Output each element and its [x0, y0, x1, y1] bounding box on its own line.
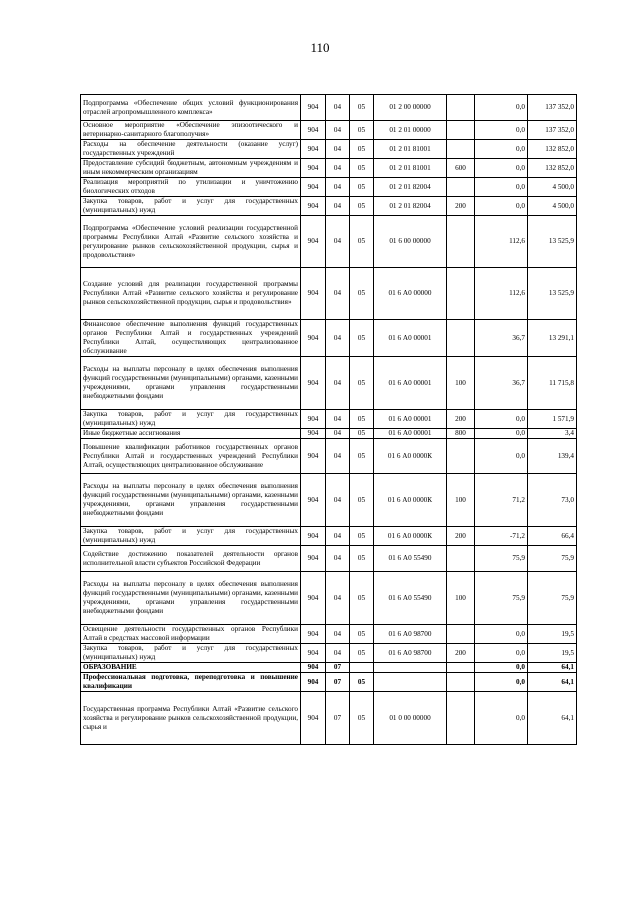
table-row [81, 140, 577, 159]
target-article-code: 01 6 А0 00001 [374, 429, 447, 439]
subsection-code: 05 [350, 527, 374, 546]
expense-type-code [447, 692, 475, 745]
row-description: Расходы на выплаты персоналу в целях обеспечения выполнения функций государственными (муниципальными) органами, казенными учреждениями, органами управления государственными внебюджетными фондами [81, 572, 301, 625]
section-code: 04 [326, 197, 350, 216]
subsection-code: 05 [350, 673, 374, 692]
expense-type-code [447, 140, 475, 159]
ministry-code: 904 [301, 121, 326, 140]
table-row [81, 320, 577, 357]
row-description: Подпрограмма «Обеспечение условий реализации государственной программы Республики Алтай «Развитие сельского хозяйства и регулирование рынков сельскохозяйственной продукции, сырья и продовольствия» [81, 216, 301, 268]
subsection-code: 05 [350, 357, 374, 410]
target-article-code: 01 6 А0 55490 [374, 572, 447, 625]
change-amount: -71,2 [475, 527, 528, 546]
row-description: Закупка товаров, работ и услуг для государственных (муниципальных) нужд [81, 527, 301, 546]
change-amount: 75,9 [475, 546, 528, 572]
section-code: 04 [326, 527, 350, 546]
expense-type-code [447, 546, 475, 572]
target-article-code: 01 2 00 00000 [374, 95, 447, 121]
expense-type-code: 100 [447, 572, 475, 625]
ministry-code: 904 [301, 159, 326, 178]
total-amount: 75,9 [528, 572, 577, 625]
subsection-code: 05 [350, 572, 374, 625]
row-description: Расходы на обеспечение деятельности (оказание услуг) государственных учреждений [81, 140, 301, 159]
table-row [81, 546, 577, 572]
target-article-code: 01 2 01 81001 [374, 140, 447, 159]
target-article-code: 01 2 01 82004 [374, 178, 447, 197]
table-row [81, 178, 577, 197]
total-amount: 3,4 [528, 429, 577, 439]
table-row [81, 121, 577, 140]
total-amount: 137 352,0 [528, 95, 577, 121]
page-number: 110 [310, 40, 330, 55]
expense-type-code [447, 178, 475, 197]
subsection-code: 05 [350, 625, 374, 644]
expense-type-code [447, 216, 475, 268]
section-code: 07 [326, 692, 350, 745]
expense-type-code [447, 95, 475, 121]
total-amount: 13 525,9 [528, 268, 577, 320]
ministry-code: 904 [301, 197, 326, 216]
expense-type-code: 200 [447, 644, 475, 663]
section-code: 04 [326, 140, 350, 159]
table-row [81, 625, 577, 644]
ministry-code: 904 [301, 663, 326, 673]
section-code: 04 [326, 268, 350, 320]
change-amount: 0,0 [475, 429, 528, 439]
total-amount: 132 852,0 [528, 159, 577, 178]
subsection-code: 05 [350, 197, 374, 216]
ministry-code: 904 [301, 474, 326, 527]
total-amount: 137 352,0 [528, 121, 577, 140]
table-row [81, 692, 577, 745]
total-amount: 64,1 [528, 663, 577, 673]
change-amount: 0,0 [475, 692, 528, 745]
row-description: Расходы на выплаты персоналу в целях обеспечения выполнения функций государственными (муниципальными) органами, казенными учреждениями, органами управления государственными внебюджетными фондами [81, 474, 301, 527]
subsection-code: 05 [350, 95, 374, 121]
row-description: Профессиональная подготовка, переподготовка и повышение квалификации [81, 673, 301, 692]
expense-type-code [447, 268, 475, 320]
table-row [81, 474, 577, 527]
row-description: Создание условий для реализации государственной программы Республики Алтай «Развитие сельского хозяйства и регулирование рынков сельскохозяйственной продукции, сырья и продовольствия» [81, 268, 301, 320]
row-description: Подпрограмма «Обеспечение общих условий функционирования отраслей агропромышленного комплекса» [81, 95, 301, 121]
row-description: Реализация мероприятий по утилизации и уничтожению биологических отходов [81, 178, 301, 197]
change-amount: 0,0 [475, 644, 528, 663]
table-row [81, 429, 577, 439]
expense-type-code: 200 [447, 410, 475, 429]
total-amount: 73,0 [528, 474, 577, 527]
target-article-code: 01 6 А0 00001 [374, 357, 447, 410]
subsection-code [350, 663, 374, 673]
subsection-code: 05 [350, 474, 374, 527]
section-code: 04 [326, 439, 350, 474]
target-article-code [374, 663, 447, 673]
section-code: 04 [326, 474, 350, 527]
total-amount: 11 715,8 [528, 357, 577, 410]
total-amount: 132 852,0 [528, 140, 577, 159]
table-row [81, 673, 577, 692]
ministry-code: 904 [301, 644, 326, 663]
subsection-code: 05 [350, 216, 374, 268]
section-code: 07 [326, 673, 350, 692]
row-description: Государственная программа Республики Алтай «Развитие сельского хозяйства и регулирование рынков сельскохозяйственной продукции, сырья и [81, 692, 301, 745]
expense-type-code: 100 [447, 474, 475, 527]
change-amount: 112,6 [475, 216, 528, 268]
change-amount: 112,6 [475, 268, 528, 320]
table-row [81, 527, 577, 546]
row-description: Иные бюджетные ассигнования [81, 429, 301, 439]
row-description: Закупка товаров, работ и услуг для государственных (муниципальных) нужд [81, 197, 301, 216]
table-row [81, 572, 577, 625]
subsection-code: 05 [350, 439, 374, 474]
subsection-code: 05 [350, 410, 374, 429]
section-code: 04 [326, 121, 350, 140]
target-article-code: 01 6 А0 00001 [374, 320, 447, 357]
target-article-code: 01 6 А0 00000 [374, 268, 447, 320]
change-amount: 0,0 [475, 625, 528, 644]
target-article-code: 01 0 00 00000 [374, 692, 447, 745]
ministry-code: 904 [301, 673, 326, 692]
section-code: 04 [326, 159, 350, 178]
target-article-code: 01 6 А0 98700 [374, 644, 447, 663]
target-article-code: 01 2 01 00000 [374, 121, 447, 140]
target-article-code: 01 6 А0 0000К [374, 439, 447, 474]
total-amount: 19,5 [528, 625, 577, 644]
change-amount: 36,7 [475, 357, 528, 410]
ministry-code: 904 [301, 572, 326, 625]
total-amount: 64,1 [528, 692, 577, 745]
expense-type-code [447, 673, 475, 692]
row-description: Закупка товаров, работ и услуг для государственных (муниципальных) нужд [81, 644, 301, 663]
table-row [81, 197, 577, 216]
change-amount: 36,7 [475, 320, 528, 357]
total-amount: 75,9 [528, 546, 577, 572]
ministry-code: 904 [301, 268, 326, 320]
row-description: Расходы на выплаты персоналу в целях обеспечения выполнения функций государственными (муниципальными) органами, казенными учреждениями, органами управления государственными внебюджетными фондами [81, 357, 301, 410]
total-amount: 139,4 [528, 439, 577, 474]
target-article-code [374, 673, 447, 692]
subsection-code: 05 [350, 429, 374, 439]
table-row [81, 644, 577, 663]
total-amount: 64,1 [528, 673, 577, 692]
subsection-code: 05 [350, 178, 374, 197]
subsection-code: 05 [350, 268, 374, 320]
section-code: 04 [326, 410, 350, 429]
row-description: Содействие достижению показателей деятельности органов исполнительной власти субъектов Российской Федерации [81, 546, 301, 572]
budget-table [80, 94, 577, 745]
subsection-code: 05 [350, 692, 374, 745]
total-amount: 19,5 [528, 644, 577, 663]
section-code: 04 [326, 625, 350, 644]
ministry-code: 904 [301, 320, 326, 357]
total-amount: 4 500,0 [528, 178, 577, 197]
change-amount: 0,0 [475, 197, 528, 216]
table-row [81, 663, 577, 673]
table-row [81, 95, 577, 121]
change-amount: 0,0 [475, 439, 528, 474]
row-description: Закупка товаров, работ и услуг для государственных (муниципальных) нужд [81, 410, 301, 429]
table-row [81, 410, 577, 429]
table-row [81, 216, 577, 268]
expense-type-code: 600 [447, 159, 475, 178]
row-description: Освещение деятельности государственных органов Республики Алтай в средствах массовой информации [81, 625, 301, 644]
ministry-code: 904 [301, 429, 326, 439]
expense-type-code [447, 625, 475, 644]
change-amount: 71,2 [475, 474, 528, 527]
target-article-code: 01 6 А0 00001 [374, 410, 447, 429]
section-code: 04 [326, 178, 350, 197]
expense-type-code [447, 663, 475, 673]
section-code: 04 [326, 357, 350, 410]
expense-type-code [447, 320, 475, 357]
ministry-code: 904 [301, 140, 326, 159]
table-row [81, 439, 577, 474]
change-amount: 0,0 [475, 673, 528, 692]
section-code: 04 [326, 546, 350, 572]
section-code: 04 [326, 95, 350, 121]
section-code: 04 [326, 644, 350, 663]
expense-type-code: 200 [447, 197, 475, 216]
subsection-code: 05 [350, 140, 374, 159]
ministry-code: 904 [301, 527, 326, 546]
expense-type-code [447, 439, 475, 474]
total-amount: 66,4 [528, 527, 577, 546]
target-article-code: 01 6 А0 55490 [374, 546, 447, 572]
target-article-code: 01 2 01 81001 [374, 159, 447, 178]
section-code: 04 [326, 572, 350, 625]
expense-type-code: 100 [447, 357, 475, 410]
subsection-code: 05 [350, 320, 374, 357]
change-amount: 0,0 [475, 159, 528, 178]
table-row [81, 357, 577, 410]
row-description: Финансовое обеспечение выполнения функций государственных органов Республики Алтай и государственных учреждений Республики Алтай, осуществляющих централизованное обслуживание [81, 320, 301, 357]
change-amount: 0,0 [475, 178, 528, 197]
target-article-code: 01 6 00 00000 [374, 216, 447, 268]
ministry-code: 904 [301, 439, 326, 474]
row-description: Повышение квалификации работников государственных органов Республики Алтай и государственных учреждений Республики Алтай, осуществляющих централизованное обслуживание [81, 439, 301, 474]
section-code: 04 [326, 320, 350, 357]
ministry-code: 904 [301, 178, 326, 197]
total-amount: 13 291,1 [528, 320, 577, 357]
change-amount: 0,0 [475, 410, 528, 429]
ministry-code: 904 [301, 692, 326, 745]
subsection-code: 05 [350, 644, 374, 663]
total-amount: 1 571,9 [528, 410, 577, 429]
change-amount: 0,0 [475, 663, 528, 673]
expense-type-code: 800 [447, 429, 475, 439]
total-amount: 13 525,9 [528, 216, 577, 268]
expense-type-code [447, 121, 475, 140]
section-code: 04 [326, 429, 350, 439]
table-row [81, 159, 577, 178]
target-article-code: 01 6 А0 0000К [374, 474, 447, 527]
subsection-code: 05 [350, 546, 374, 572]
subsection-code: 05 [350, 121, 374, 140]
row-description: Предоставление субсидий бюджетным, автономным учреждениям и иным некоммерческим организациям [81, 159, 301, 178]
change-amount: 0,0 [475, 95, 528, 121]
row-description: Основное мероприятие «Обеспечение эпизоотического и ветеринарно-санитарного благополучия» [81, 121, 301, 140]
subsection-code: 05 [350, 159, 374, 178]
table-row [81, 268, 577, 320]
change-amount: 0,0 [475, 121, 528, 140]
section-code: 04 [326, 216, 350, 268]
ministry-code: 904 [301, 546, 326, 572]
target-article-code: 01 6 А0 0000К [374, 527, 447, 546]
target-article-code: 01 6 А0 98700 [374, 625, 447, 644]
total-amount: 4 500,0 [528, 197, 577, 216]
ministry-code: 904 [301, 357, 326, 410]
row-description: ОБРАЗОВАНИЕ [81, 663, 301, 673]
target-article-code: 01 2 01 82004 [374, 197, 447, 216]
ministry-code: 904 [301, 216, 326, 268]
ministry-code: 904 [301, 95, 326, 121]
change-amount: 0,0 [475, 140, 528, 159]
section-code: 07 [326, 663, 350, 673]
change-amount: 75,9 [475, 572, 528, 625]
expense-type-code: 200 [447, 527, 475, 546]
ministry-code: 904 [301, 625, 326, 644]
ministry-code: 904 [301, 410, 326, 429]
